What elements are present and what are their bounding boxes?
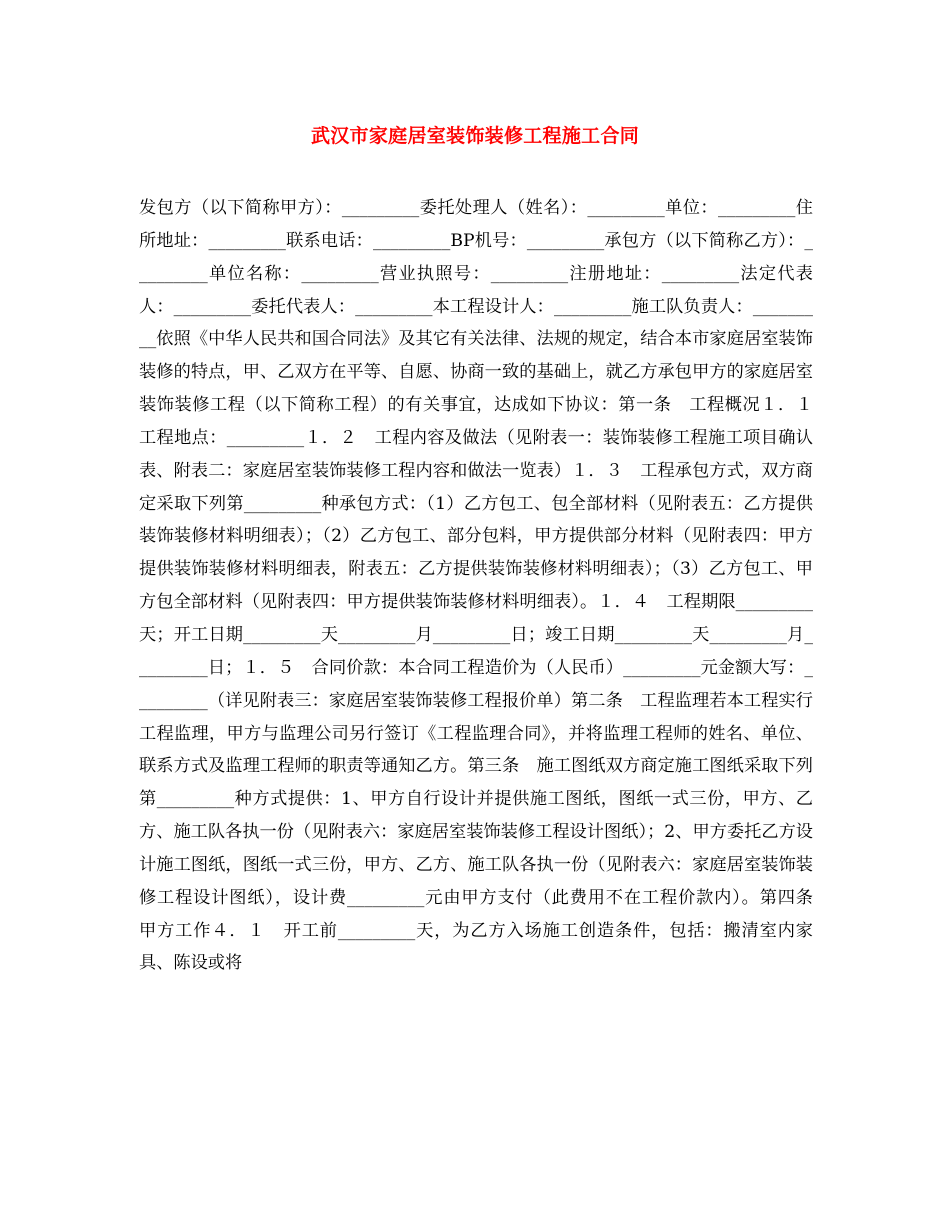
contract-paragraph: 发包方（以下简称甲方）：_________委托处理人（姓名）：_________单位：_________住所地址：_________联系电话：_________BP机号：_________承包方（以下简称乙方）：_________单位名称：_________营业执照号：_________注册地址：_________法定代表人：_________委托代表人：_________本工程设计人：_________施工队负责人：_________依照《中华人民共和国合同法》及其它有关法律、法规的规定，结合本市家庭居室装饰装修的特点，甲、乙双方在平等、自愿、协商一致的基础上，就乙方承包甲方的家庭居室装饰装修工程（以下简称工程）的有关事宜，达成如下协议：第一条 工程概况１．１ 工程地点：_________１．２ 工程内容及做法（见附表一：装饰装修工程施工项目确认表、附表二：家庭居室装饰装修工程内容和做法一览表）１．３ 工程承包方式，双方商定采取下列第_________种承包方式：（1）乙方包工、包全部材料（见附表五：乙方提供装饰装修材料明细表）；（2）乙方包工、部分包料，甲方提供部分材料（见附表四：甲方提供装饰装修材料明细表，附表五：乙方提供装饰装修材料明细表）；（3）乙方包工、甲方包全部材料（见附表四：甲方提供装饰装修材料明细表）。１．４ 工程期限_________天；开工日期_________天_________月_________日；竣工日期_________天_________月_________日；１．５ 合同价款：本合同工程造价为（人民币）_________元金额大写：_________（详见附表三：家庭居室装饰装修工程报价单）第二条 工程监理若本工程实行工程监理，甲方与监理公司另行签订《工程监理合同》，并将监理工程师的姓名、单位、联系方式及监理工程师的职责等通知乙方。第三条 施工图纸双方商定施工图纸采取下列第_________种方式提供：1、甲方自行设计并提供施工图纸，图纸一式三份，甲方、乙方、施工队各执一份（见附表六：家庭居室装饰装修工程设计图纸）；2、甲方委托乙方设计施工图纸，图纸一式三份，甲方、乙方、施工队各执一份（见附表六：家庭居室装饰装修工程设计图纸），设计费_________元由甲方支付（此费用不在工程价款内）。第四条 甲方工作４．１ 开工前_________天，为乙方入场施工创造条件，包括：搬清室内家具、陈设或将 <box>139 198 831 974</box>
contract-body <box>139 192 831 980</box>
document-title: 武汉市家庭居室装饰装修工程施工合同 <box>310 125 640 147</box>
